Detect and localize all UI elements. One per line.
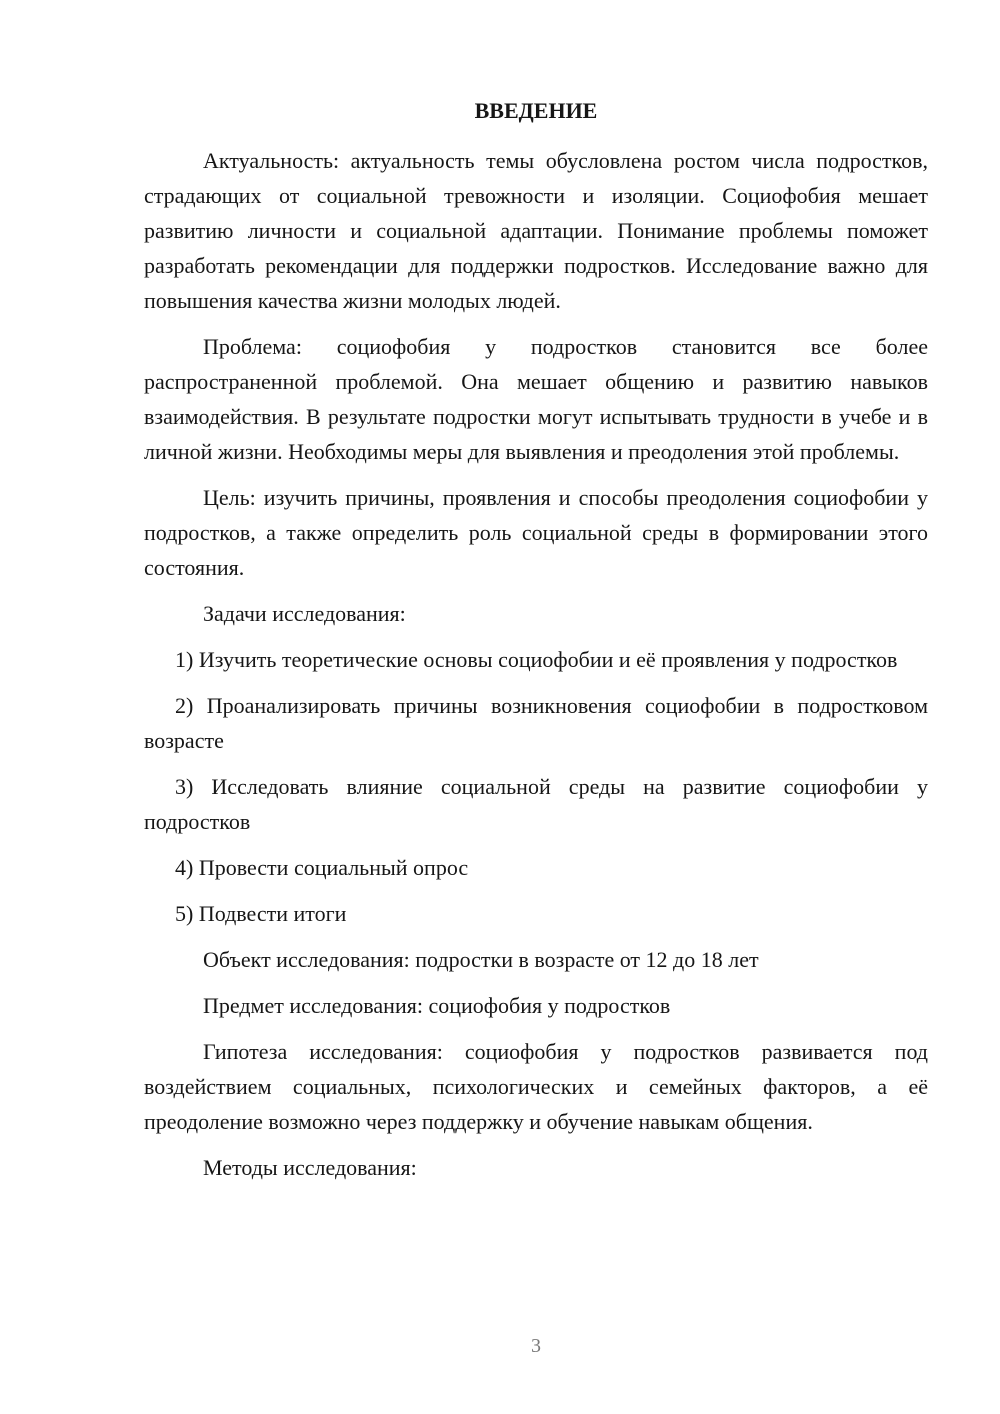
research-object: Объект исследования: подростки в возрасте от 12 до 18 лет	[203, 947, 759, 972]
task-item-2: 2) Проанализировать причины возникновения социофобии в подростковом возрасте	[144, 693, 928, 753]
methods-heading: Методы исследования:	[203, 1155, 417, 1180]
problem-paragraph: Проблема: социофобия у подростков становится все более распространенной проблемой. Она мешает общению и развитию навыков взаимодействия. В результате подростки могут испытывать трудности в учебе и в личной жизни. Необходимы меры для выявления и преодоления этой проблемы.	[144, 334, 928, 464]
page-number: 3	[531, 1335, 541, 1357]
tasks-list	[144, 642, 928, 931]
relevance-paragraph: Актуальность: актуальность темы обусловлена ростом числа подростков, страдающих от социальной тревожности и изоляции. Социофобия мешает развитию личности и социальной адаптации. Понимание проблемы поможет разработать рекомендации для поддержки подростков. Исследование важно для повышения качества жизни молодых людей.	[144, 148, 928, 313]
task-item-3: 3) Исследовать влияние социальной среды на развитие социофобии у подростков	[144, 774, 928, 834]
page-content	[144, 96, 928, 1185]
section-title: ВВЕДЕНИЕ	[474, 98, 598, 123]
research-hypothesis: Гипотеза исследования: социофобия у подростков развивается под воздействием социальных, психологических и семейных факторов, а её преодоление возможно через поддержку и обучение навыкам общения.	[144, 1039, 928, 1134]
task-item-1: 1) Изучить теоретические основы социофобии и её проявления у подростков	[175, 647, 898, 672]
research-subject: Предмет исследования: социофобия у подростков	[203, 993, 671, 1018]
task-item-5: 5) Подвести итоги	[175, 901, 347, 926]
goal-paragraph: Цель: изучить причины, проявления и способы преодоления социофобии у подростков, а также определить роль социальной среды в формировании этого состояния.	[144, 485, 928, 580]
tasks-heading: Задачи исследования:	[203, 601, 406, 626]
task-item-4: 4) Провести социальный опрос	[175, 855, 469, 880]
